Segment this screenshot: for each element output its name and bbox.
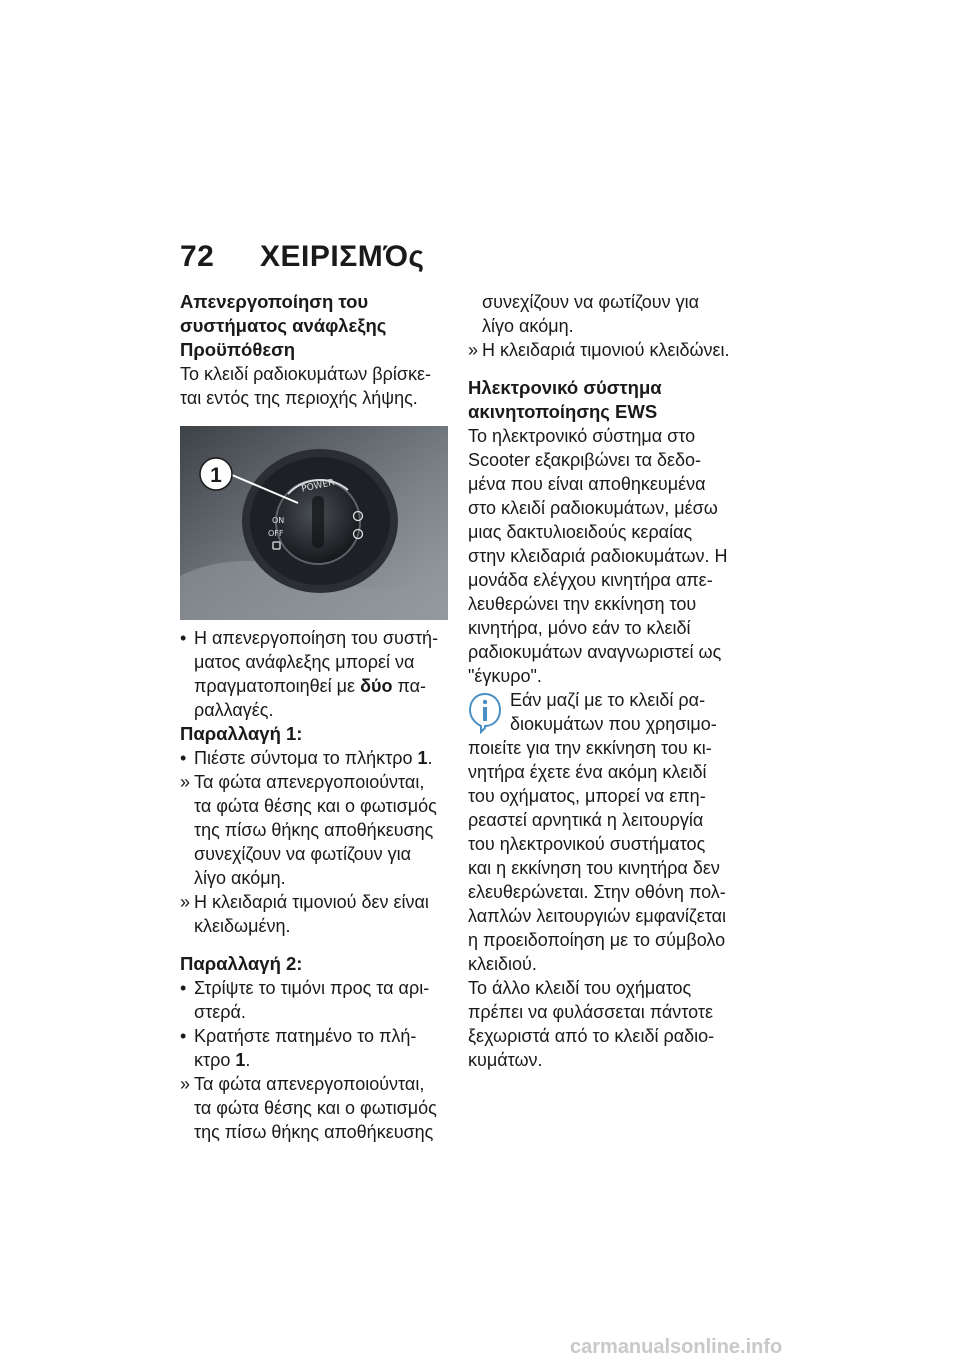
ignition-switch-photo [180,426,448,620]
bullet-item: • Στρίψτε το τιμόνι προς τα αρι- στερά. [180,978,430,1022]
result-item: » Η κλειδαριά τιμονιού κλειδώνει. [468,340,730,360]
result-item: » Τα φώτα απενεργοποιούνται, τα φώτα θέσης και ο φωτισμός της πίσω θήκης αποθήκευσης [180,1074,437,1142]
page-number: 72 [180,240,215,273]
chapter-title: ΧΕΙΡΙΣΜΌς [260,240,425,273]
ews-paragraph: Το ηλεκτρονικό σύστημα στο Scooter εξακριβώνει τα δεδο- μένα που είναι αποθηκευμένα στο κλειδί ραδιοκυμάτων, μέσω μιας δακτυλιοειδούς κεραίας στην κλειδαριά ραδιοκυμάτων. Η μονάδα ελέγχου κινητήρα απε- λευθερώνει την εκκίνηση του κινητήρα, μόνο εάν το κλειδί ραδιοκυμάτων αναγνωριστεί ως "έγκυρο". [468,426,728,686]
power-label: POWER [300,477,336,495]
ignition-switch-illustration [180,426,448,620]
info-icon [468,692,502,734]
on-label: ON [272,516,285,525]
left-column [180,290,455,1144]
ews-section-title: Ηλεκτρονικό σύστημα ακινητοποίησης EWS [468,377,662,422]
result-continuation: συνεχίζουν να φωτίζουν για λίγο ακόμη. [482,292,699,336]
info-note: Εάν μαζί με το κλειδί ρα- διοκυμάτων που χρησιμο- [468,688,743,736]
right-column [468,290,743,1072]
prerequisite-title: Προϋπόθεση [180,339,296,360]
watermark: carmanualsonline.info [570,1336,783,1358]
bullet-item: • Κρατήστε πατημένο το πλή- κτρο 1. [180,1026,417,1070]
variant-2-title: Παραλλαγή 2: [180,953,303,974]
callout-number: 1 [210,464,222,487]
result-item: » Τα φώτα απενεργοποιούνται, τα φώτα θέσης και ο φωτισμός της πίσω θήκης αποθήκευσης συνεχίζουν να φωτίζουν για λίγο ακόμη. [180,772,437,888]
prerequisite-text: Το κλειδί ραδιοκυμάτων βρίσκε- ται εντός της περιοχής λήψης. [180,364,431,408]
info-note-text: ποιείτε για την εκκίνηση του κι- νητήρα έχετε ένα ακόμη κλειδί του οχήματος, μπορεί να επη- ρεαστεί αρνητικά η λειτουργία του ηλεκτρονικού συστήματος και η εκκίνηση του κινητήρα δεν ελευθερώνεται. Στην οθόνη πολ- λαπλών λειτουργιών εμφανίζεται η προειδοποίηση με το σύμβολο κλειδιού. Το άλλο κλειδί του οχήματος πρέπει να φυλάσσεται πάντοτε ξεχωριστά από το κλειδί ραδιο- κυμάτων. [468,738,727,1070]
section-title: Απενεργοποίηση του συστήματος ανάφλεξης [180,291,387,336]
off-label: OFF [268,529,284,538]
bullet-item: • Η απενεργοποίηση του συστή- ματος ανάφλεξης μπορεί να πραγματοποιηθεί με δύο πα- ραλλαγές. [180,628,439,720]
bullet-item: • Πιέστε σύντομα το πλήκτρο 1. [180,748,433,768]
result-item: » Η κλειδαριά τιμονιού δεν είναι κλειδωμένη. [180,892,429,936]
variant-1-title: Παραλλαγή 1: [180,723,303,744]
page-header [180,240,425,274]
